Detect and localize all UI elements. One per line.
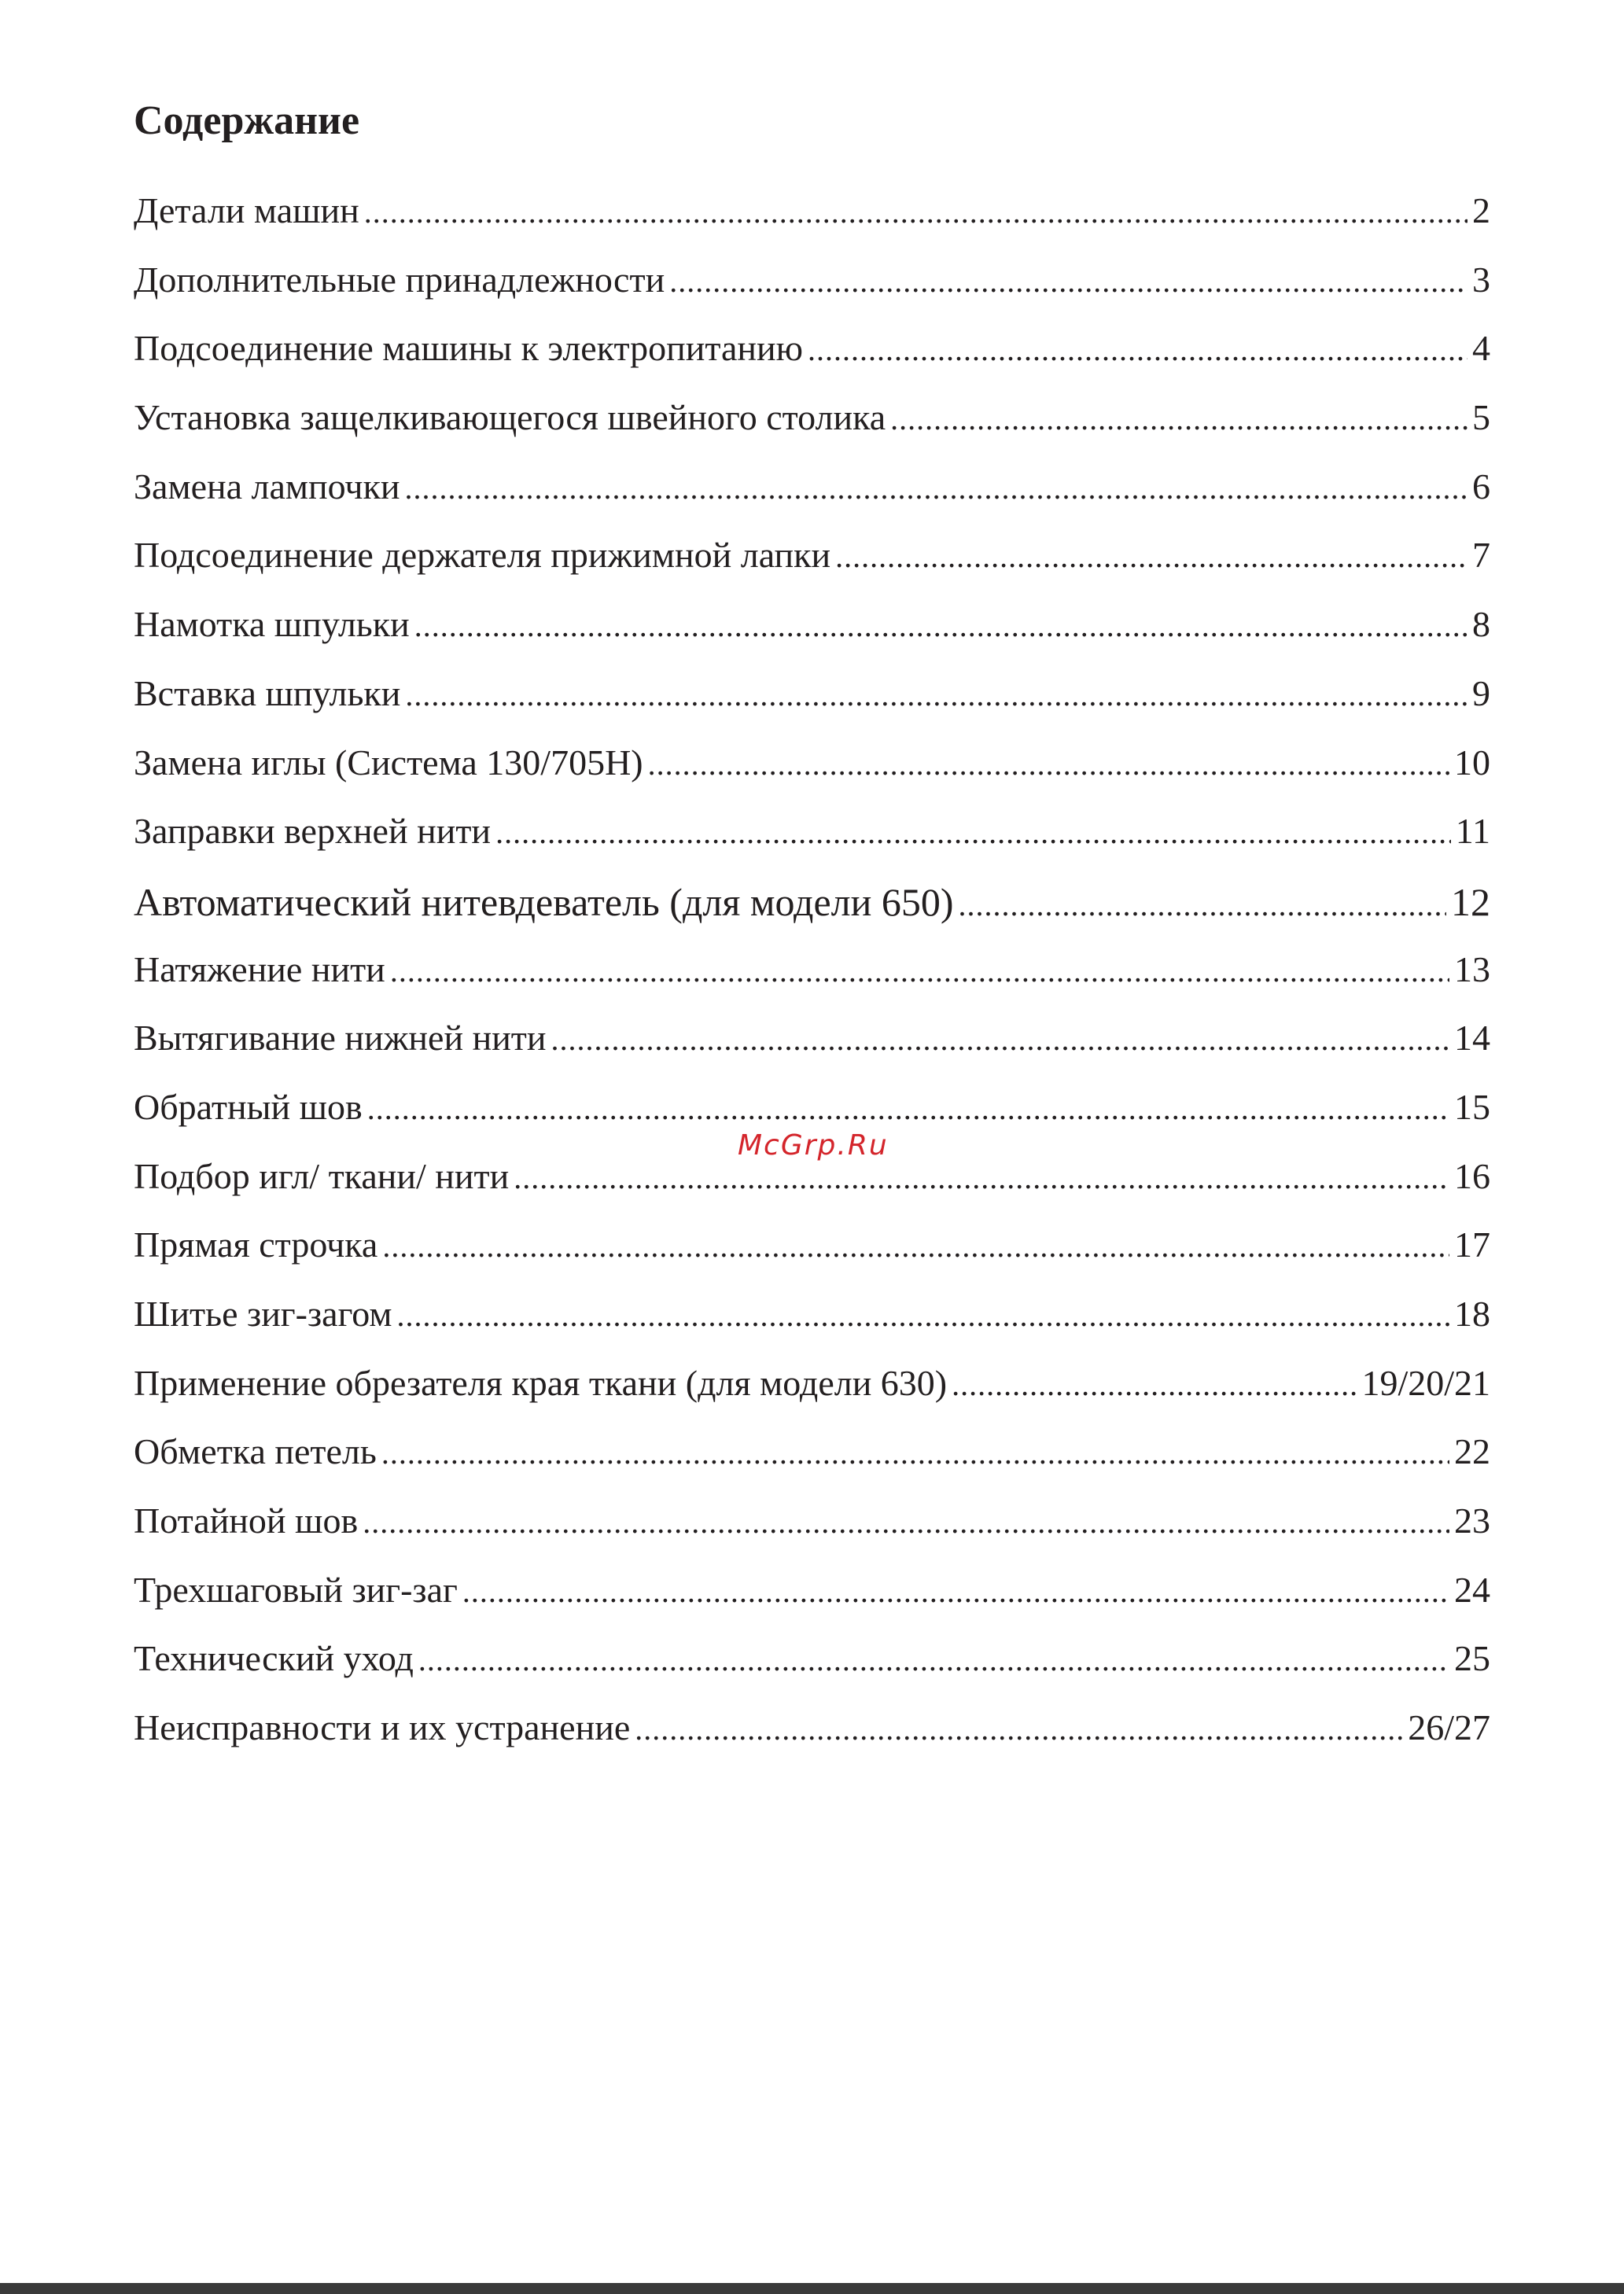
toc-leader-dots — [363, 1507, 1449, 1538]
toc-entry-title: Прямая строчка — [134, 1224, 378, 1265]
toc-entry — [134, 1155, 1490, 1228]
toc-entry-page: 17 — [1454, 1224, 1490, 1265]
toc-entry-page: 16 — [1454, 1155, 1490, 1196]
toc-entry-page: 5 — [1472, 397, 1490, 438]
toc-entry-page: 3 — [1472, 259, 1490, 300]
toc-entry-title: Замена иглы (Система 130/705H) — [134, 742, 643, 782]
toc-entry-title: Подбор игл/ ткани/ нити — [134, 1155, 510, 1196]
toc-leader-dots — [959, 889, 1446, 921]
toc-entry-title: Подсоединение машины к электропитанию — [134, 328, 804, 369]
toc-entry — [134, 742, 1490, 814]
toc-entry-title: Замена лампочки — [134, 466, 400, 506]
toc-entry — [134, 672, 1490, 745]
toc-entry — [134, 606, 1490, 676]
toc-entry-title: Вставка шпульки — [134, 672, 401, 713]
toc-entry — [134, 190, 1490, 262]
toc-entry-page: 13 — [1454, 948, 1490, 989]
toc-entry-title: Натяжение нити — [134, 948, 385, 989]
toc-entry-title: Намотка шпульки — [134, 604, 410, 645]
toc-entry-title: Применение обрезателя края ткани (для модели 630) — [134, 1362, 948, 1403]
toc-entry — [134, 259, 1490, 331]
toc-leader-dots — [414, 610, 1467, 642]
toc-entry — [134, 537, 1490, 606]
toc-leader-dots — [514, 1162, 1449, 1194]
toc-entry-page: 6 — [1472, 466, 1490, 506]
toc-leader-dots — [405, 679, 1467, 711]
toc-entry-title: Установка защелкивающегося швейного столика — [134, 397, 886, 438]
toc-heading: Содержание — [134, 98, 360, 143]
toc-entry-page: 22 — [1454, 1431, 1490, 1472]
toc-entry — [134, 1362, 1490, 1434]
toc-leader-dots — [382, 1231, 1449, 1262]
toc-entry-page: 11 — [1455, 811, 1490, 852]
toc-entry-page: 9 — [1472, 672, 1490, 713]
toc-entry-page: 10 — [1454, 742, 1490, 782]
toc-entry-title: Дополнительные принадлежности — [134, 259, 665, 300]
toc-entry-title: Детали машин — [134, 190, 359, 230]
toc-entry — [134, 1640, 1490, 1710]
toc-leader-dots — [669, 266, 1467, 297]
toc-entry-page: 8 — [1472, 604, 1490, 645]
toc-entry — [134, 466, 1490, 538]
toc-leader-dots — [835, 541, 1467, 573]
toc-entry-page: 15 — [1454, 1086, 1490, 1127]
toc-entry-page: 24 — [1454, 1569, 1490, 1610]
watermark-text: McGrp.Ru — [738, 1129, 889, 1162]
toc-entry-title: Шитье зиг-загом — [134, 1294, 392, 1334]
toc-entry — [134, 813, 1490, 882]
toc-entry — [134, 948, 1490, 1021]
toc-leader-dots — [808, 334, 1467, 366]
toc-leader-dots — [381, 1438, 1449, 1469]
toc-entry-page: 19/20/21 — [1361, 1362, 1490, 1403]
toc-entry — [134, 879, 1490, 952]
toc-leader-dots — [890, 403, 1467, 435]
toc-leader-dots — [367, 1093, 1449, 1125]
toc-entry-page: 14 — [1454, 1018, 1490, 1059]
toc-leader-dots — [495, 817, 1451, 849]
toc-entry-page: 7 — [1472, 535, 1490, 576]
toc-entry-title: Обратный шов — [134, 1086, 363, 1127]
toc-entry-page: 12 — [1451, 879, 1490, 924]
toc-entry-title: Потайной шов — [134, 1500, 359, 1541]
toc-entry-title: Подсоединение держателя прижимной лапки — [134, 535, 831, 576]
toc-leader-dots — [635, 1714, 1403, 1745]
toc-entry-page: 4 — [1472, 328, 1490, 369]
toc-entry — [134, 397, 1490, 469]
toc-entry-page: 18 — [1454, 1294, 1490, 1334]
toc-entry — [134, 1020, 1490, 1089]
toc-leader-dots — [952, 1369, 1357, 1401]
toc-leader-dots — [397, 1300, 1449, 1331]
toc-entry-page: 26/27 — [1408, 1707, 1490, 1748]
toc-leader-dots — [648, 749, 1449, 780]
toc-entry-title: Обметка петель — [134, 1431, 377, 1472]
toc-entry — [134, 1707, 1490, 1779]
toc-entry — [134, 1296, 1490, 1365]
toc-leader-dots — [418, 1644, 1449, 1676]
toc-entry-title: Автоматический нитевдеватель (для модели 650) — [134, 879, 954, 924]
toc-entry-page: 2 — [1472, 190, 1490, 230]
toc-entry-title: Заправки верхней нити — [134, 811, 492, 852]
toc-entry-title: Вытягивание нижней нити — [134, 1018, 547, 1059]
toc-entry-page: 23 — [1454, 1500, 1490, 1541]
toc-entry — [134, 330, 1490, 400]
toc-list — [134, 190, 1490, 1779]
toc-entry-title: Технический уход — [134, 1638, 414, 1679]
toc-entry-page: 25 — [1454, 1638, 1490, 1679]
toc-leader-dots — [462, 1576, 1449, 1607]
toc-leader-dots — [390, 956, 1449, 987]
toc-leader-dots — [364, 197, 1467, 228]
toc-entry-title: Трехшаговый зиг-заг — [134, 1569, 458, 1610]
toc-entry — [134, 1431, 1490, 1503]
toc-entry — [134, 1569, 1490, 1641]
toc-leader-dots — [551, 1024, 1449, 1055]
bottom-edge-bar — [0, 2283, 1624, 2294]
toc-leader-dots — [405, 473, 1467, 504]
toc-entry — [134, 1500, 1490, 1572]
toc-entry — [134, 1224, 1490, 1296]
toc-entry-title: Неисправности и их устранение — [134, 1707, 631, 1748]
